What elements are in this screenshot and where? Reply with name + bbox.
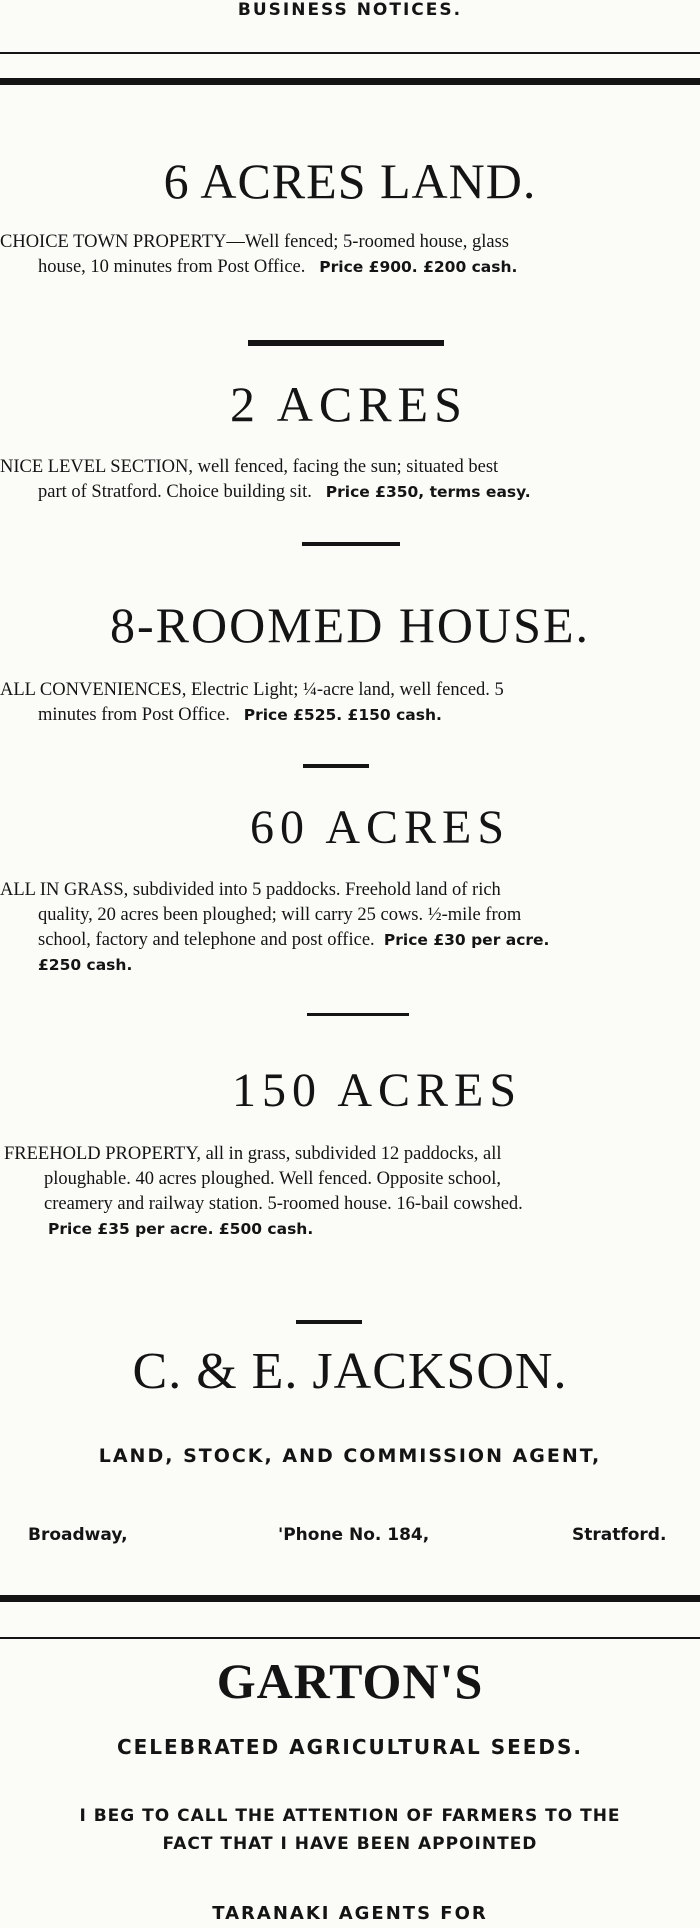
ad-line	[0, 703, 700, 728]
ad-body-150-acres	[0, 1142, 700, 1242]
divider-rule	[302, 542, 400, 546]
garton-notice-line1: I BEG TO CALL THE ATTENTION OF FARMERS TO THE	[79, 1806, 621, 1826]
ad-price: Price £900. £200 cash.	[319, 258, 518, 276]
section-header: BUSINESS NOTICES.	[237, 0, 463, 20]
ad-heading-6-acres: 6 ACRES LAND.	[163, 153, 537, 209]
ad-line	[0, 255, 700, 280]
ad-price: Price £525. £150 cash.	[243, 706, 442, 724]
agent-town: Stratford.	[572, 1525, 667, 1545]
section-rule-thick	[0, 1595, 700, 1602]
ad-price: Price £350, terms easy.	[325, 483, 531, 501]
ad-text: minutes from Post Office.	[38, 705, 230, 725]
agent-street: Broadway,	[28, 1525, 128, 1545]
agent-role: LAND, STOCK, AND COMMISSION AGENT,	[98, 1445, 602, 1467]
ad-body-60-acres	[0, 878, 700, 978]
ad-line: creamery and railway station. 5-roomed house. 16-bail cowshed.	[44, 1194, 523, 1214]
ad-line	[0, 953, 700, 978]
agent-name: C. & E. JACKSON.	[132, 1343, 568, 1400]
ad-body-2-acres	[0, 455, 700, 505]
section-rule-thin	[0, 1637, 700, 1639]
ad-heading-60-acres: 60 ACRES	[250, 801, 511, 854]
ad-text: house, 10 minutes from Post Office.	[38, 257, 306, 277]
header-rule-thick	[0, 78, 700, 85]
ad-price: Price £30 per acre.	[383, 931, 550, 949]
divider-rule	[248, 340, 444, 346]
agent-phone: 'Phone No. 184,	[278, 1525, 430, 1545]
garton-notice-line2: FACT THAT I HAVE BEEN APPOINTED	[162, 1834, 538, 1854]
garton-title: GARTON'S	[216, 1653, 484, 1709]
ad-line: ALL CONVENIENCES, Electric Light; ¼-acre land, well fenced. 5	[0, 680, 504, 700]
ad-heading-2-acres: 2 ACRES	[230, 376, 468, 432]
ad-line: ploughable. 40 acres ploughed. Well fenced. Opposite school,	[44, 1169, 501, 1189]
header-rule-thin	[0, 52, 700, 54]
ad-line: ALL IN GRASS, subdivided into 5 paddocks. Freehold land of rich	[0, 880, 501, 900]
divider-rule	[307, 1013, 409, 1016]
divider-rule	[303, 764, 369, 768]
ad-text: school, factory and telephone and post office.	[38, 930, 375, 950]
ad-line: FREEHOLD PROPERTY, all in grass, subdivided 12 paddocks, all	[4, 1144, 502, 1164]
divider-rule	[296, 1320, 362, 1324]
ad-heading-150-acres: 150 ACRES	[232, 1064, 523, 1117]
garton-subtitle: CELEBRATED AGRICULTURAL SEEDS.	[116, 1735, 584, 1759]
ad-price: Price £35 per acre. £500 cash.	[48, 1220, 314, 1238]
ad-body-6-acres	[0, 230, 700, 280]
ad-price: £250 cash.	[38, 956, 133, 974]
ad-line	[0, 928, 700, 953]
garton-agents: TARANAKI AGENTS FOR	[212, 1903, 488, 1924]
ad-text: part of Stratford. Choice building sit.	[38, 482, 312, 502]
ad-heading-8-roomed-house: 8-ROOMED HOUSE.	[110, 597, 590, 653]
ad-line	[0, 480, 700, 505]
ad-line: quality, 20 acres been ploughed; will carry 25 cows. ½-mile from	[38, 905, 522, 925]
ad-line: NICE LEVEL SECTION, well fenced, facing the sun; situated best	[0, 457, 499, 477]
ad-body-8-roomed-house	[0, 678, 700, 728]
ad-line: CHOICE TOWN PROPERTY—Well fenced; 5-roomed house, glass	[0, 232, 510, 252]
ad-line	[0, 1217, 700, 1242]
